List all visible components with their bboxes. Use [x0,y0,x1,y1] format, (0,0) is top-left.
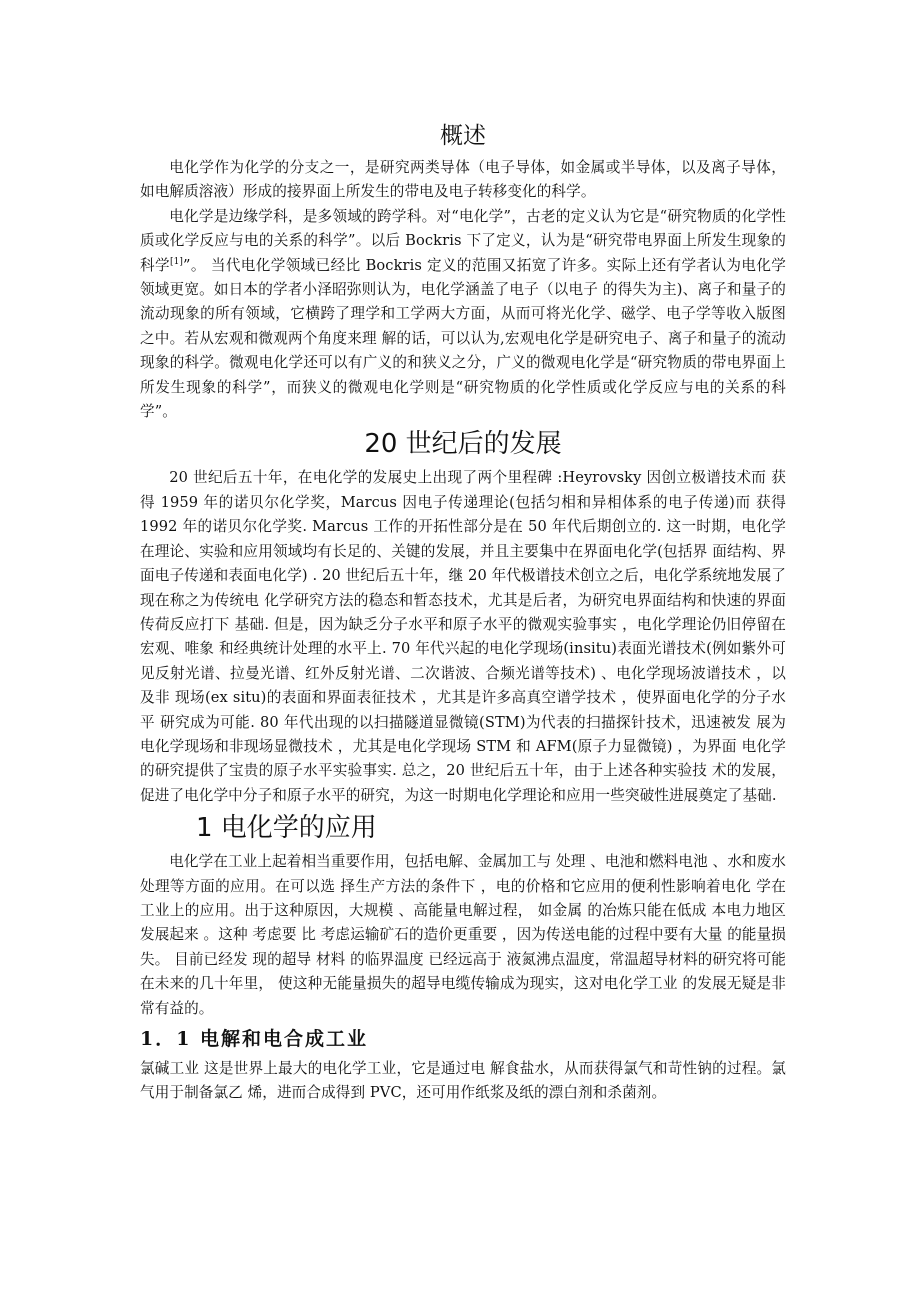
overview-paragraph-2-text-a: 电化学是边缘学科，是多领域的跨学科。对“电化学”，古老的定义认为它是“研究物质的化学性质或化学反应与电的关系的科学”。以后 Bockris 下了定义，认为是“研究带电界面上所发生现象的科学 [140,207,786,274]
citation-ref-1[interactable]: [1] [169,256,184,267]
subsection-title-electrolysis: 1．1 电解和电合成工业 [140,1028,369,1050]
section-title-overview: 概述 [440,123,486,149]
document-page [140,118,786,1106]
electrolysis-paragraph: 氯碱工业 这是世界上最大的电化学工业，它是通过电 解食盐水，从而获得氯气和苛性钠的过程。氯气用于制备氯乙 烯，进而合成得到 PVC，还可用作纸浆及纸的漂白剂和杀菌剂。 [140,1060,786,1102]
applications-paragraph: 电化学在工业上起着相当重要作用，包括电解、金属加工与 处理 、电池和燃料电池 、水和废水处理等方面的应用。在可以选 择生产方法的条件下 ，电的价格和它应用的便利性影响着电化 学在工业上的应用。出于这种原因，大规模 、高能量电解过程， 如金属 的冶炼只能在低成 本电力地区发展起来 。这种 考虑要 比 考虑运输矿石的造价更重要 ，因为传送电能的过程中要有大量 的能量损失。 目前已经发 现的超导 材料 的临界温度 已经远高于 液氮沸点温度，常温超导材料的研究将可能在未来的几十年里， 使这种无能量损失的超导电缆传输成为现实，这对电化学工业 的发展无疑是非常有益的。 [140,853,786,1017]
overview-paragraph-1: 电化学作为化学的分支之一，是研究两类导体（电子导体，如金属或半导体，以及离子导体，如电解质溶液）形成的接界面上所发生的带电及电子转移变化的科学。 [140,159,786,201]
development-paragraph: 20 世纪后五十年，在电化学的发展史上出现了两个里程碑 :Heyrovsky 因创立极谱技术而 获得 1959 年的诺贝尔化学奖，Marcus 因电子传递理论(包括匀相和异相体系的电子传递)而 获得 1992 年的诺贝尔化学奖. Marcus 工作的开拓性部分是在 50 年代后期创立的. 这一时期，电化学在理论、实验和应用领域均有长足的、关键的发展，并且主要集中在界面电化学(包括界 面结构、界面电子传递和表面电化学) . 20 世纪后五十年，继 20 年代极谱技术创立之后，电化学系统地发展了现在称之为传统电 化学研究方法的稳态和暂态技术，尤其是后者，为研究电界面结构和快速的界面传荷反应打下 基础. 但是，因为缺乏分子水平和原子水平的微观实验事实 ，电化学理论仍旧停留在宏观、唯象 和经典统计处理的水平上. 70 年代兴起的电化学现场(insitu)表面光谱技术(例如紫外可见反射光谱、拉曼光谱、红外反射光谱、二次谐波、合频光谱等技术) 、电化学现场波谱技术 ，以及非 现场(ex situ)的表面和界面表征技术 ，尤其是许多高真空谱学技术 ，使界面电化学的分子水平 研究成为可能. 80 年代出现的以扫描隧道显微镜(STM)为代表的扫描探针技术，迅速被发 展为电化学现场和非现场显微技术 ，尤其是电化学现场 STM 和 AFM(原子力显微镜) ，为界面 电化学的研究提供了宝贵的原子水平实验事实. 总之，20 世纪后五十年，由于上述各种实验技 术的发展，促进了电化学中分子和原子水平的研究，为这一时期电化学理论和应用一些突破性进展奠定了基础. [140,469,786,804]
section-title-20th-century: 20 世纪后的发展 [364,429,562,460]
overview-paragraph-2 [140,205,786,425]
overview-paragraph-2-text-b: ”。 当代电化学领域已经比 Bockris 定义的范围又拓宽了许多。实际上还有学者认为电化学领域更宽。如日本的学者小泽昭弥则认为，电化学涵盖了电子（以电子 的得失为主)、离子和量子的流动现象的所有领域，它横跨了理学和工学两大方面，从而可将光化学、磁学、电子学等收入版图之中。若从宏观和微观两个角度来理 解的话，可以认为,宏观电化学是研究电子、离子和量子的流动现象的科学。微观电化学还可以有广义的和狭义之分，广义的微观电化学是“研究物质的带电界面上 所发生现象的科学”，而狭义的微观电化学则是“研究物质的化学性质或化学反应与电的关系的科学”。 [140,256,787,421]
section-title-applications: 1 电化学的应用 [196,813,377,844]
